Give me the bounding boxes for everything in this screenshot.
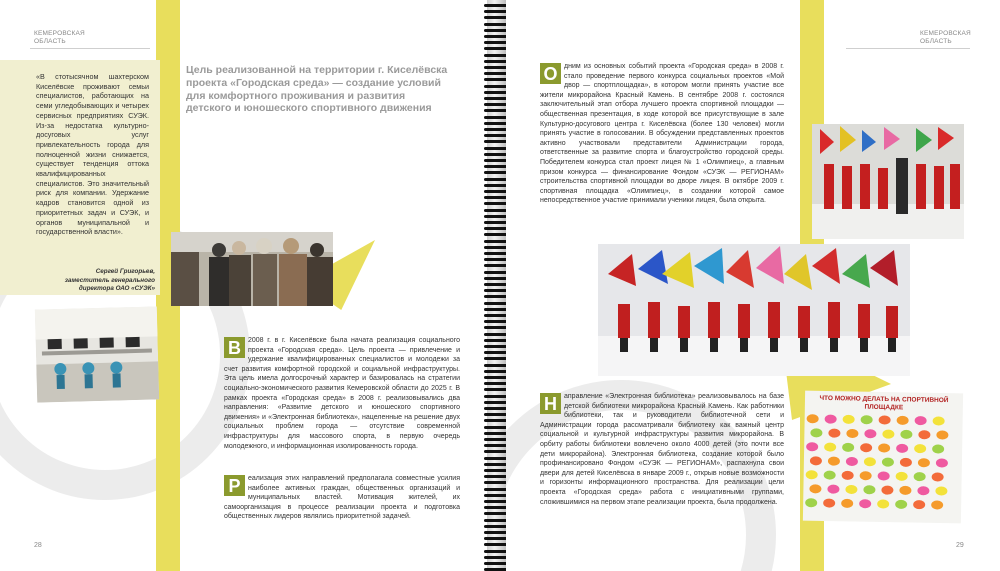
sticky-note <box>932 444 944 453</box>
page-number-left: 28 <box>34 542 42 549</box>
sticky-note <box>881 485 893 494</box>
sticky-note <box>879 415 891 424</box>
poster-heading: ЧТО МОЖНО ДЕЛАТЬ НА СПОРТИВНОЙ ПЛОЩАДКЕ <box>819 394 949 412</box>
sticky-note <box>842 443 854 452</box>
sticky-note <box>805 498 817 507</box>
left-paragraph-2: Р еализация этих направлений предполагала совместные усилия наиболее активных граждан, общественных организаций и муниципальных властей. Мотивация жителей, их самоорганизация в процессе реализации проекта и подготовка общественных лидеров являлись приоритетной задачей. <box>224 475 460 521</box>
left-paragraph-1: В 2008 г. в г. Киселёвске была начата реализация социального проекта «Городская среда». Цель проекта — привлечение и удержание квалифицированных специалистов и молодежи за счет развития комфортной городской и социальной инфраструктуры. Эта цель имела долгосрочный характер и базировалась на стратегии социально-экономического развития Кемеровской области до 2025 г. В рамках проекта «Городская среда» в 2008 г. реализовывались два направления: «Развитие детского и юношеского спортивного движения» и «Электронная библиотека», нацеленные на решение двух социальных проблем города — отсутствие современной инфраструктуры для массового спорта, в первую очередь молодежного, и информационная изолированность города. <box>224 337 460 450</box>
quote-signature <box>60 268 155 294</box>
sticky-note <box>824 442 836 451</box>
left-page <box>0 0 487 571</box>
sticky-note <box>899 486 911 495</box>
sticky-note <box>896 444 908 453</box>
drop-cap: О <box>540 63 561 84</box>
sticky-note <box>936 430 948 439</box>
sticky-note <box>877 499 889 508</box>
quote-author-name: Сергей Григорьев, <box>95 268 155 275</box>
sticky-note <box>846 429 858 438</box>
sticky-note <box>882 457 894 466</box>
sticky-note <box>931 500 943 509</box>
headline: Цель реализованной на территории г. Киселёвска проекта «Городская среда» — создание условий для комфортного проживания и развития детского и юношеского спортивного движения <box>186 64 448 115</box>
photo-flag-parade <box>598 244 910 376</box>
sticky-note <box>918 430 930 439</box>
sticky-note <box>900 430 912 439</box>
sticky-note <box>809 484 821 493</box>
sticky-note <box>861 415 873 424</box>
right-page <box>506 0 1000 571</box>
sticky-note <box>845 485 857 494</box>
drop-cap: В <box>224 337 245 358</box>
photo-ideas-poster <box>803 391 963 524</box>
sticky-note <box>828 457 840 466</box>
sticky-note <box>878 471 890 480</box>
sticky-note <box>913 500 925 509</box>
quote-author-title: заместитель генерального директора ОАО «СУЭК» <box>64 276 155 292</box>
sticky-note <box>846 457 858 466</box>
sticky-note <box>882 429 894 438</box>
right-paragraph-2: Н аправление «Электронная библиотека» реализовывалось на базе детской библиотеки микрорайона Красный Камень. Как работники библиотеки, так и руководители библиотечной сети и Администрации города рассматривали библиотеку как важный центр социальной и культурной инфраструктуры развития микрорайона. В орбиту работы библиотеки вовлечено около 4000 детей (это почти все дети микрорайона). Электронная библиотека, создание которой было профинансировано Фондом «СУЭК — РЕГИОНАМ», распахнула свои двери для детей Киселёвска в январе 2009 г., открыв новые возможности и горизонты информационного пространства. Для реализации цели проекта «Городская среда» работа с инициативными группами, сложившимися на первом этапе реализации проекта, была продолжена. <box>540 393 784 506</box>
sticky-note <box>860 471 872 480</box>
sticky-note <box>897 416 909 425</box>
sticky-note <box>896 472 908 481</box>
sticky-note <box>807 414 819 423</box>
sticky-note <box>810 456 822 465</box>
sticky-note <box>823 498 835 507</box>
photo-flag-parade-top <box>812 124 964 239</box>
sticky-note <box>914 472 926 481</box>
drop-cap: Н <box>540 393 561 414</box>
sticky-note <box>864 429 876 438</box>
sticky-note <box>914 444 926 453</box>
sticky-note <box>825 414 837 423</box>
sticky-note <box>806 442 818 451</box>
sticky-note <box>864 457 876 466</box>
sticky-note <box>843 415 855 424</box>
sticky-note <box>810 428 822 437</box>
sticky-note <box>932 472 944 481</box>
drop-cap: Р <box>224 475 245 496</box>
photo-computer-room <box>35 306 159 402</box>
region-label-right: КЕМЕРОВСКАЯ ОБЛАСТЬ <box>920 30 971 45</box>
right-paragraph-1: О дним из основных событий проекта «Городская среда» в 2008 г. стало проведение первого конкурса социальных проектов «Мой двор — спортплощадка», в котором могли принять участие все жители микрорайона Красный Камень. В сентябре 2008 г. состоялся заключительный этап отбора лучшего проекта спортивной площадки — общественная презентация, в ходе которой все присутствующие в зале Культурно-досугового центра г. Киселёвска (более 130 человек) могли принять участие в голосовании. В обсуждении представленных проектов активно участвовали представители Администрации города, ответственные за развитие спорта и благоустройство городской среды. Победителем конкурса стал проект лицея № 1 «Олимпиец», а главным призом конкурса — финансирование Фондом «СУЭК — РЕГИОНАМ» строительства спортивной площадки во дворе лицея. В октябре 2009 г. спортивная площадка «Олимпиец», в создании которой самое непосредственное участие принимали ученики лицея, была открыта. <box>540 63 784 205</box>
sticky-note <box>806 470 818 479</box>
sticky-note <box>842 471 854 480</box>
photo-crowd <box>171 232 333 306</box>
sticky-note <box>828 429 840 438</box>
region-label-left: КЕМЕРОВСКАЯ ОБЛАСТЬ <box>34 30 85 45</box>
sticky-note <box>824 470 836 479</box>
header-rule-left <box>30 48 150 49</box>
sticky-note <box>915 416 927 425</box>
page-number-right: 29 <box>956 542 964 549</box>
sticky-note <box>917 486 929 495</box>
sticky-note <box>933 416 945 425</box>
sticky-note <box>841 499 853 508</box>
sticky-note <box>900 458 912 467</box>
sticky-note <box>936 458 948 467</box>
header-rule-right <box>846 48 970 49</box>
sticky-note <box>859 499 871 508</box>
sticky-note <box>878 443 890 452</box>
sticky-note <box>860 443 872 452</box>
sticky-note <box>918 458 930 467</box>
sticky-note <box>827 485 839 494</box>
sticky-note <box>895 500 907 509</box>
sticky-note <box>863 485 875 494</box>
quote-text: «В стотысячном шахтерском Киселёвске проживают семьи специалистов, работающих на семи угледобывающих и четырех сервисных предприятиях СУЭК. Из-за недостатка культурно-досуговых услуг привлекательность города для полноценной жизни снижается, существует тенденция оттока квалифицированных специалистов. Это значительный риск для компании. Удержание кадров становится одной из приоритетных задач и СУЭК, и органов муниципальной и государственной власти». <box>36 72 149 237</box>
sticky-note <box>935 486 947 495</box>
